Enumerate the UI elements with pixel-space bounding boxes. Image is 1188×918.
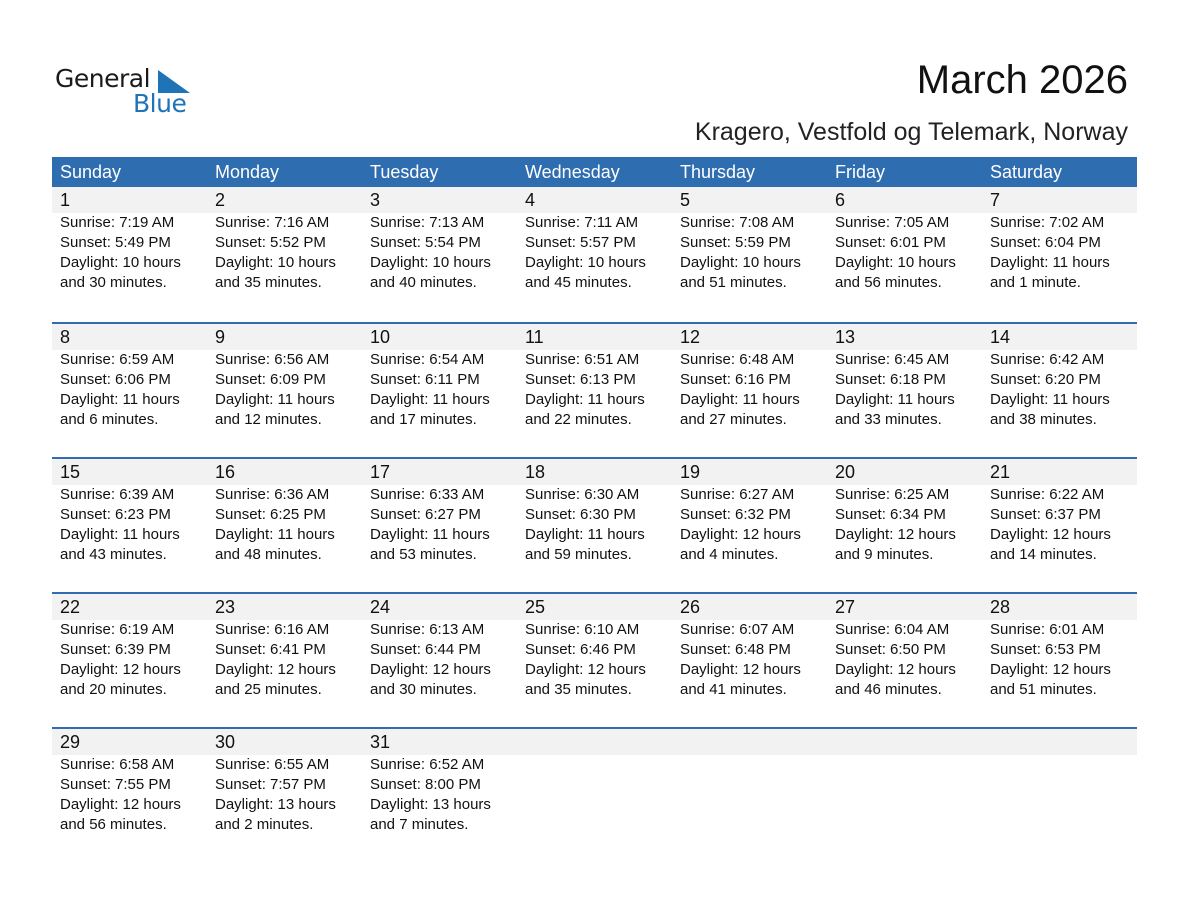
day-cell [672,459,827,565]
day-cell [207,459,362,565]
day-cell [672,324,827,430]
sunset-time: Sunset: 6:46 PM [525,641,636,658]
weekday-tuesday: Tuesday [370,162,439,182]
sunset-time: Sunset: 6:32 PM [680,506,791,523]
daylight-minutes: and 53 minutes. [370,546,477,563]
daylight-hours: Daylight: 11 hours [990,254,1110,271]
day-cell [827,729,982,835]
weekday-thursday: Thursday [680,162,756,182]
sunrise-time: Sunrise: 6:25 AM [835,486,950,503]
sunrise-time: Sunrise: 7:08 AM [680,214,795,231]
sunset-time: Sunset: 6:53 PM [990,641,1101,658]
daylight-hours: Daylight: 11 hours [370,391,490,408]
weekday-monday: Monday [215,162,280,182]
daylight-hours: Daylight: 11 hours [525,526,645,543]
day-cell [52,459,207,565]
daylight-hours: Daylight: 12 hours [835,526,956,543]
week-row [52,457,1137,592]
sunset-time: Sunset: 6:25 PM [215,506,326,523]
daylight-minutes: and 45 minutes. [525,274,632,291]
sunset-time: Sunset: 8:00 PM [370,776,481,793]
daylight-hours: Daylight: 12 hours [680,526,801,543]
logo [55,64,195,120]
sunset-time: Sunset: 6:48 PM [680,641,791,658]
sunset-time: Sunset: 6:37 PM [990,506,1101,523]
day-cell [517,459,672,565]
daylight-hours: Daylight: 12 hours [525,661,646,678]
daylight-hours: Daylight: 10 hours [215,254,336,271]
day-number: 4 [525,190,536,210]
day-cell [362,187,517,293]
day-cell [362,324,517,430]
day-number: 15 [60,462,81,482]
sunset-time: Sunset: 6:04 PM [990,234,1101,251]
day-number: 28 [990,597,1011,617]
weekday-sunday: Sunday [60,162,122,182]
day-cell [672,594,827,700]
day-cell [982,594,1137,700]
daylight-minutes: and 17 minutes. [370,411,477,428]
week-row [52,187,1137,322]
sunrise-time: Sunrise: 6:55 AM [215,756,330,773]
day-number: 8 [60,327,71,347]
day-cell [672,187,827,293]
daylight-minutes: and 30 minutes. [370,681,477,698]
sunset-time: Sunset: 6:13 PM [525,371,636,388]
daylight-hours: Daylight: 12 hours [60,796,181,813]
sunset-time: Sunset: 6:23 PM [60,506,171,523]
sunset-time: Sunset: 6:20 PM [990,371,1101,388]
sunset-time: Sunset: 6:06 PM [60,371,171,388]
week-days [52,594,1137,700]
calendar-grid [52,157,1137,862]
day-cell [207,594,362,700]
day-number: 30 [215,732,236,752]
sunset-time: Sunset: 6:34 PM [835,506,946,523]
daylight-hours: Daylight: 12 hours [990,661,1111,678]
day-cell [827,594,982,700]
day-cell [982,459,1137,565]
day-number: 3 [370,190,381,210]
sunset-time: Sunset: 6:11 PM [370,371,480,388]
daylight-hours: Daylight: 10 hours [525,254,646,271]
day-cell [52,324,207,430]
sunrise-time: Sunrise: 6:22 AM [990,486,1105,503]
week-days [52,459,1137,565]
daylight-minutes: and 59 minutes. [525,546,632,563]
day-cell [827,459,982,565]
daylight-hours: Daylight: 12 hours [60,661,181,678]
day-cell [362,729,517,835]
sunset-time: Sunset: 6:30 PM [525,506,636,523]
day-cell [207,729,362,835]
sunrise-time: Sunrise: 7:16 AM [215,214,330,231]
daylight-minutes: and 14 minutes. [990,546,1097,563]
day-cell [52,187,207,293]
sunset-time: Sunset: 5:59 PM [680,234,791,251]
daylight-hours: Daylight: 10 hours [680,254,801,271]
day-cell [827,187,982,293]
sunset-time: Sunset: 6:18 PM [835,371,946,388]
sunrise-time: Sunrise: 6:36 AM [215,486,330,503]
day-number: 25 [525,597,546,617]
daylight-minutes: and 56 minutes. [835,274,942,291]
sunset-time: Sunset: 6:41 PM [215,641,326,658]
day-number: 7 [990,190,1001,210]
day-number: 11 [525,327,544,347]
day-number: 21 [990,462,1011,482]
sunset-time: Sunset: 6:39 PM [60,641,171,658]
day-cell [517,729,672,835]
week-days [52,324,1137,430]
day-number: 17 [370,462,391,482]
week-row [52,322,1137,457]
day-number: 10 [370,327,391,347]
sunset-time: Sunset: 6:01 PM [835,234,946,251]
daylight-minutes: and 33 minutes. [835,411,942,428]
daylight-minutes: and 2 minutes. [215,816,314,833]
daylight-hours: Daylight: 12 hours [370,661,491,678]
sunset-time: Sunset: 5:49 PM [60,234,171,251]
daylight-minutes: and 51 minutes. [680,274,787,291]
daylight-hours: Daylight: 11 hours [60,526,180,543]
sunrise-time: Sunrise: 6:52 AM [370,756,485,773]
sunset-time: Sunset: 6:44 PM [370,641,481,658]
sunrise-time: Sunrise: 6:19 AM [60,621,175,638]
daylight-minutes: and 56 minutes. [60,816,167,833]
day-cell [517,187,672,293]
day-number: 9 [215,327,226,347]
sunrise-time: Sunrise: 6:48 AM [680,351,795,368]
daylight-hours: Daylight: 11 hours [60,391,180,408]
sunset-time: Sunset: 5:57 PM [525,234,636,251]
daylight-minutes: and 7 minutes. [370,816,469,833]
sunrise-time: Sunrise: 7:13 AM [370,214,485,231]
sunrise-time: Sunrise: 6:58 AM [60,756,175,773]
logo-text-blue: Blue [133,89,187,118]
day-cell [362,594,517,700]
sunrise-time: Sunrise: 6:45 AM [835,351,950,368]
day-cell [362,459,517,565]
daylight-hours: Daylight: 12 hours [990,526,1111,543]
sunset-time: Sunset: 6:27 PM [370,506,481,523]
weekday-wednesday: Wednesday [525,162,620,182]
sunrise-time: Sunrise: 6:13 AM [370,621,485,638]
daylight-hours: Daylight: 11 hours [370,526,490,543]
daylight-minutes: and 22 minutes. [525,411,632,428]
day-number: 26 [680,597,701,617]
sunset-time: Sunset: 6:09 PM [215,371,326,388]
sunrise-time: Sunrise: 6:54 AM [370,351,485,368]
day-number: 18 [525,462,546,482]
sunrise-time: Sunrise: 6:33 AM [370,486,485,503]
day-number: 22 [60,597,81,617]
daylight-minutes: and 43 minutes. [60,546,167,563]
day-number: 27 [835,597,856,617]
sunset-time: Sunset: 6:16 PM [680,371,791,388]
day-number [835,729,982,755]
daylight-minutes: and 35 minutes. [525,681,632,698]
sunset-time: Sunset: 7:57 PM [215,776,326,793]
sunrise-time: Sunrise: 6:01 AM [990,621,1105,638]
sunrise-time: Sunrise: 6:07 AM [680,621,795,638]
day-number: 14 [990,327,1011,347]
daylight-minutes: and 4 minutes. [680,546,779,563]
day-cell [52,729,207,835]
daylight-hours: Daylight: 12 hours [680,661,801,678]
day-number [990,729,1137,755]
logo-text-general: General [55,64,151,93]
sunrise-time: Sunrise: 6:16 AM [215,621,330,638]
daylight-hours: Daylight: 11 hours [525,391,645,408]
location-subtitle: Kragero, Vestfold og Telemark, Norway [694,118,1128,146]
day-cell [517,324,672,430]
daylight-minutes: and 1 minute. [990,274,1081,291]
daylight-minutes: and 20 minutes. [60,681,167,698]
sunrise-time: Sunrise: 6:51 AM [525,351,640,368]
daylight-minutes: and 40 minutes. [370,274,477,291]
day-number: 23 [215,597,236,617]
daylight-hours: Daylight: 10 hours [835,254,956,271]
day-number: 16 [215,462,236,482]
sunrise-time: Sunrise: 7:05 AM [835,214,950,231]
daylight-minutes: and 27 minutes. [680,411,787,428]
daylight-hours: Daylight: 11 hours [990,391,1110,408]
weekday-friday: Friday [835,162,886,182]
page-title: March 2026 [916,58,1128,102]
daylight-minutes: and 6 minutes. [60,411,159,428]
daylight-hours: Daylight: 12 hours [835,661,956,678]
daylight-hours: Daylight: 11 hours [215,526,335,543]
daylight-hours: Daylight: 12 hours [215,661,336,678]
daylight-minutes: and 30 minutes. [60,274,167,291]
daylight-hours: Daylight: 13 hours [215,796,336,813]
sunset-time: Sunset: 5:52 PM [215,234,326,251]
day-cell [982,729,1137,835]
sunrise-time: Sunrise: 6:42 AM [990,351,1105,368]
daylight-hours: Daylight: 10 hours [370,254,491,271]
daylight-minutes: and 12 minutes. [215,411,322,428]
day-cell [52,594,207,700]
day-cell [827,324,982,430]
day-number: 6 [835,190,846,210]
sunrise-time: Sunrise: 6:27 AM [680,486,795,503]
daylight-hours: Daylight: 11 hours [215,391,335,408]
daylight-minutes: and 51 minutes. [990,681,1097,698]
week-days [52,729,1137,835]
day-number: 20 [835,462,856,482]
week-row [52,592,1137,727]
day-number: 19 [680,462,701,482]
week-row [52,727,1137,862]
weekday-saturday: Saturday [990,162,1063,182]
daylight-hours: Daylight: 10 hours [60,254,181,271]
daylight-minutes: and 41 minutes. [680,681,787,698]
sunrise-time: Sunrise: 6:30 AM [525,486,640,503]
sunrise-time: Sunrise: 7:19 AM [60,214,175,231]
sunrise-time: Sunrise: 6:59 AM [60,351,175,368]
sunrise-time: Sunrise: 6:39 AM [60,486,175,503]
daylight-hours: Daylight: 13 hours [370,796,491,813]
day-number: 31 [370,732,391,752]
day-number: 13 [835,327,856,347]
sunrise-time: Sunrise: 7:02 AM [990,214,1105,231]
daylight-minutes: and 9 minutes. [835,546,934,563]
day-cell [207,187,362,293]
weekday-header [52,157,1137,187]
daylight-minutes: and 25 minutes. [215,681,322,698]
daylight-minutes: and 35 minutes. [215,274,322,291]
day-cell [982,187,1137,293]
day-cell [517,594,672,700]
day-number: 29 [60,732,81,752]
day-number: 24 [370,597,391,617]
sunrise-time: Sunrise: 6:56 AM [215,351,330,368]
day-cell [207,324,362,430]
day-number: 1 [60,190,71,210]
week-days [52,187,1137,293]
sunrise-time: Sunrise: 6:04 AM [835,621,950,638]
sunset-time: Sunset: 5:54 PM [370,234,481,251]
day-number [525,729,672,755]
day-number: 5 [680,190,691,210]
weeks-container [52,187,1137,862]
day-number: 2 [215,190,226,210]
sunrise-time: Sunrise: 7:11 AM [525,214,639,231]
day-cell [982,324,1137,430]
sunset-time: Sunset: 6:50 PM [835,641,946,658]
day-cell [672,729,827,835]
day-number: 12 [680,327,701,347]
day-number [680,729,827,755]
daylight-minutes: and 48 minutes. [215,546,322,563]
daylight-minutes: and 46 minutes. [835,681,942,698]
daylight-hours: Daylight: 11 hours [680,391,800,408]
daylight-minutes: and 38 minutes. [990,411,1097,428]
sunset-time: Sunset: 7:55 PM [60,776,171,793]
daylight-hours: Daylight: 11 hours [835,391,955,408]
sunrise-time: Sunrise: 6:10 AM [525,621,640,638]
